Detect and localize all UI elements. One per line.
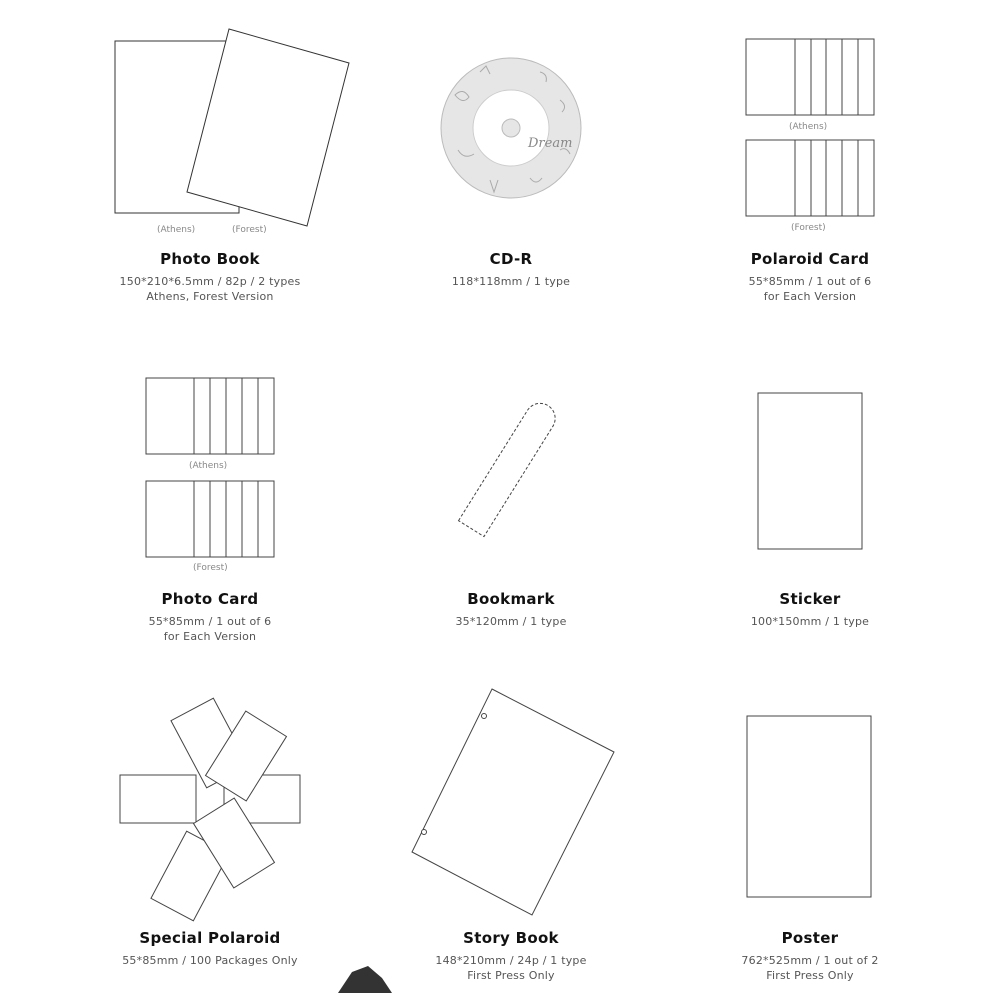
story-book-caption (361, 929, 661, 983)
sticker-spec-1: 100*150mm / 1 type (750, 615, 870, 628)
photo-book-spec-2: Athens, Forest Version (146, 290, 274, 303)
cd-illustration (441, 58, 581, 198)
photo-card-spec-1: 55*85mm / 1 out of 6 (148, 615, 272, 628)
special-polaroid-illustration (120, 698, 300, 921)
polaroid-card-label-athens: (Athens) (789, 122, 828, 132)
photo-card-label-athens: (Athens) (189, 461, 228, 471)
photo-card-spec-2: for Each Version (163, 630, 257, 643)
story-book-spec-1: 148*210mm / 24p / 1 type (435, 954, 587, 967)
polaroid-card-label-forest: (Forest) (791, 223, 826, 233)
photo-card-caption (60, 590, 360, 644)
photo-book-title: Photo Book (160, 250, 260, 268)
cd-caption (361, 250, 661, 289)
poster-title: Poster (781, 929, 839, 947)
photo-card-title: Photo Card (161, 590, 259, 608)
cd-label-text: Dream (528, 136, 573, 151)
sticker-illustration (758, 393, 862, 549)
story-book-title: Story Book (463, 929, 559, 947)
sticker-caption (660, 590, 960, 629)
polaroid-card-title: Polaroid Card (750, 250, 870, 268)
sticker-title: Sticker (779, 590, 841, 608)
poster-caption (660, 929, 960, 983)
special-polaroid-caption (60, 929, 360, 968)
poster-spec-2: First Press Only (766, 969, 854, 982)
story-book-illustration (412, 689, 614, 915)
photo-book-illustration (115, 29, 349, 226)
photo-book-caption (60, 250, 360, 304)
bookmark-caption (361, 590, 661, 629)
cd-spec-1: 118*118mm / 1 type (451, 275, 571, 288)
bookmark-spec-1: 35*120mm / 1 type (455, 615, 567, 628)
photo-book-spec-1: 150*210*6.5mm / 82p / 2 types (119, 275, 301, 288)
poster-spec-1: 762*525mm / 1 out of 2 (741, 954, 879, 967)
photo-book-label-athens: (Athens) (157, 225, 196, 235)
polaroid-card-caption (660, 250, 960, 304)
story-book-spec-2: First Press Only (467, 969, 555, 982)
bookmark-illustration (459, 398, 561, 537)
special-polaroid-spec-1: 55*85mm / 100 Packages Only (122, 954, 298, 967)
polaroid-card-spec-2: for Each Version (763, 290, 857, 303)
special-polaroid-title: Special Polaroid (139, 929, 281, 947)
photo-card-label-forest: (Forest) (193, 563, 228, 573)
bookmark-title: Bookmark (467, 590, 555, 608)
photo-book-label-forest: (Forest) (232, 225, 267, 235)
cd-title: CD-R (489, 250, 533, 268)
polaroid-card-spec-1: 55*85mm / 1 out of 6 (748, 275, 872, 288)
poster-illustration (747, 716, 871, 897)
